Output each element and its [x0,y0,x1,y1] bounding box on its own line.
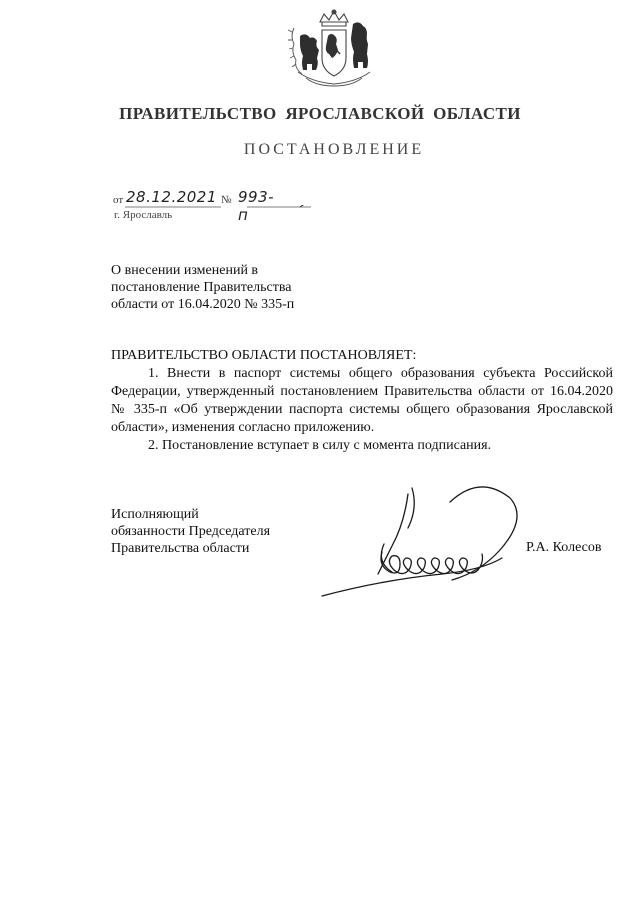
subject-line: постановление Правительства [111,280,292,295]
signer-name: Р.А. Колесов [526,540,602,555]
signer-position [111,506,270,557]
decree-body [111,365,613,455]
decree-heading: ПРАВИТЕЛЬСТВО ОБЛАСТИ ПОСТАНОВЛЯЕТ: [111,348,417,363]
number-value: 993-п [238,188,275,224]
document-subject [111,262,294,313]
handwritten-signature [300,480,530,610]
number-prefix: № [221,194,232,206]
coat-of-arms-icon [286,8,382,94]
decree-item: 1. Внести в паспорт системы общего образования субъекта Российской Федерации, утвержденный постановлением Правительства области от 16.04.2020 № 335-п «Об утверждении паспорта системы общего образования Ярославской области», изменения согласно приложению. [111,366,613,435]
government-title: ПРАВИТЕЛЬСТВО ЯРОСЛАВСКОЙ ОБЛАСТИ [119,104,521,123]
signer-position-line: Правительства области [111,541,250,556]
city-label: г. Ярославль [114,209,173,221]
document-type: ПОСТАНОВЛЕНИЕ [243,141,425,158]
signer-position-line: Исполняющий [111,507,199,522]
date-value: 28.12.2021 [126,188,217,206]
decree-item: 2. Постановление вступает в силу с момента подписания. [148,438,492,453]
signer-position-line: обязанности Председателя [111,524,271,539]
date-prefix: от [113,194,124,206]
subject-line: О внесении изменений в [111,263,259,278]
subject-line: области от 16.04.2020 № 335-п [111,297,295,312]
